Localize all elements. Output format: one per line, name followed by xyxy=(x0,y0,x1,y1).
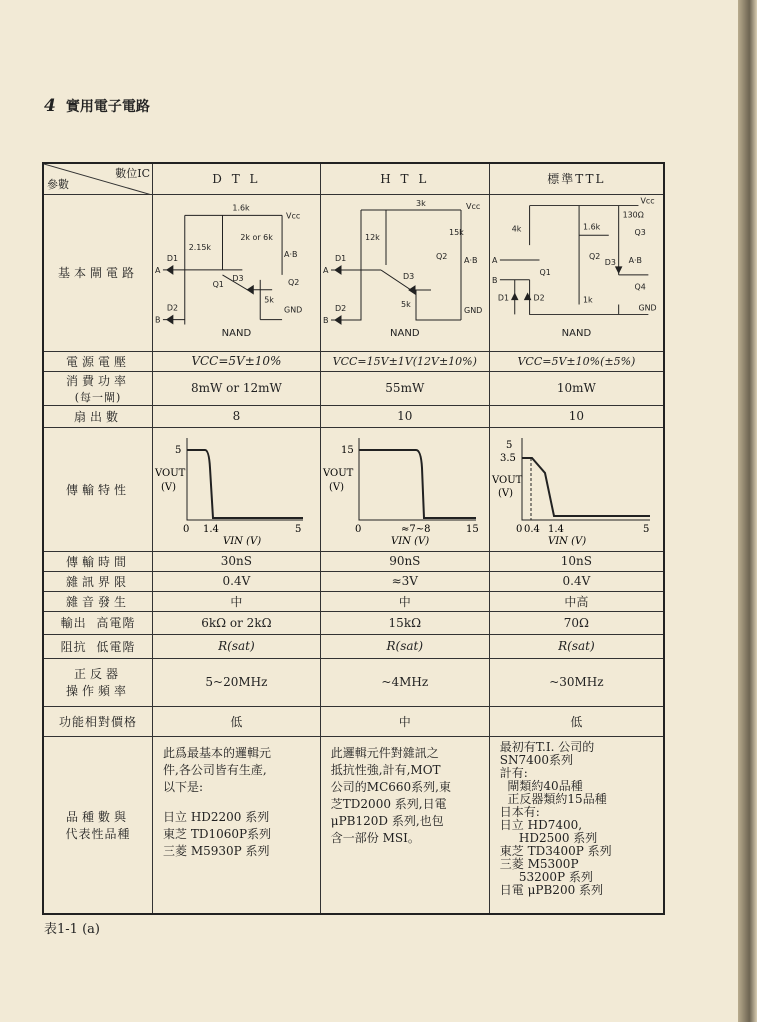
ttl-variety xyxy=(489,736,664,914)
cell: 55mW xyxy=(320,371,489,405)
svg-text:GND: GND xyxy=(463,305,483,315)
variety-line: 抵抗性強,計有,MOT xyxy=(330,762,441,777)
cell: R(sat) xyxy=(153,634,321,658)
table-row xyxy=(43,658,664,706)
column-header-htl: H T L xyxy=(320,163,489,194)
cell: 中 xyxy=(320,706,489,736)
svg-text:Q4: Q4 xyxy=(634,282,646,292)
corner-header: 數位IC 參數 xyxy=(43,163,153,194)
svg-text:(V): (V) xyxy=(161,481,177,493)
dtl-transfer-plot xyxy=(153,427,321,551)
svg-text:4k: 4k xyxy=(511,223,522,233)
table-row xyxy=(43,611,664,634)
svg-text:D1: D1 xyxy=(334,253,347,263)
svg-text:5k: 5k xyxy=(264,295,274,305)
svg-text:A·B: A·B xyxy=(284,249,298,259)
svg-text:VOUT: VOUT xyxy=(322,467,354,479)
label: 阻抗 xyxy=(60,639,87,654)
cell: VCC=5V±10% xyxy=(153,351,321,371)
table-row xyxy=(43,634,664,658)
svg-text:15k: 15k xyxy=(448,227,464,237)
dtl-transfer-curve xyxy=(153,428,319,548)
svg-text:2.15k: 2.15k xyxy=(188,242,212,252)
row-label: 傳輸時間 xyxy=(43,551,153,571)
table-row xyxy=(43,405,664,427)
row-label: 扇出數 xyxy=(43,405,153,427)
page-header: 4 實用電子電路 xyxy=(44,96,150,116)
svg-text:Vcc: Vcc xyxy=(640,196,655,206)
svg-text:Q1: Q1 xyxy=(539,267,551,277)
page-edge-shadow xyxy=(738,0,757,1022)
table-row xyxy=(43,736,664,914)
variety-line: μPB120D 系列,也包 xyxy=(330,813,444,828)
svg-text:VIN (V): VIN (V) xyxy=(390,535,429,547)
table-caption: 表1-1 (a) xyxy=(44,922,100,937)
transfer-row xyxy=(43,427,664,551)
cell: 0.4V xyxy=(153,571,321,591)
ttl-transfer-plot xyxy=(489,427,664,551)
svg-text:15: 15 xyxy=(340,444,354,456)
svg-text:0: 0 xyxy=(516,523,523,535)
svg-text:D2: D2 xyxy=(166,303,179,313)
table-row xyxy=(43,351,664,371)
table-row xyxy=(43,706,664,736)
dtl-variety xyxy=(153,736,321,914)
cell: 70Ω xyxy=(489,611,664,634)
column-header-dtl: D T L xyxy=(153,163,321,194)
ttl-transfer-curve xyxy=(490,428,662,548)
cell: 中 xyxy=(320,591,489,611)
cell: 5~20MHz xyxy=(153,658,321,706)
variety-line: 53200P 系列 xyxy=(499,869,593,884)
table-row xyxy=(43,591,664,611)
cell: ≈3V xyxy=(320,571,489,591)
svg-text:1.4: 1.4 xyxy=(203,523,220,535)
svg-text:D1: D1 xyxy=(166,253,179,263)
variety-line: 公司的MC660系列,東 xyxy=(330,779,451,794)
cell: 10 xyxy=(320,405,489,427)
svg-text:Vcc: Vcc xyxy=(465,201,481,211)
svg-text:B: B xyxy=(322,315,329,325)
cell: 中 xyxy=(153,591,321,611)
row-label: 正反器 操作頻率 xyxy=(43,658,153,706)
variety-line: 東芝 TD3400P 系列 xyxy=(499,843,612,858)
label: 低電階 xyxy=(96,639,136,654)
svg-text:B: B xyxy=(154,315,161,325)
svg-text:VOUT: VOUT xyxy=(155,467,186,479)
svg-text:5: 5 xyxy=(175,444,182,456)
svg-text:D3: D3 xyxy=(232,273,244,283)
svg-text:(V): (V) xyxy=(498,487,514,499)
svg-text:D2: D2 xyxy=(533,293,545,303)
table-row xyxy=(43,571,664,591)
svg-text:0: 0 xyxy=(183,523,190,535)
svg-text:Q2: Q2 xyxy=(588,251,601,261)
svg-text:Q1: Q1 xyxy=(212,279,224,289)
variety-line: 閘類約40品種 xyxy=(499,778,583,793)
cell: 0.4V xyxy=(489,571,664,591)
svg-text:A·B: A·B xyxy=(628,255,642,265)
cell: 10 xyxy=(489,405,664,427)
label: 輸出 xyxy=(60,616,87,630)
cell: 8mW or 12mW xyxy=(153,371,321,405)
svg-text:3.5: 3.5 xyxy=(500,452,517,464)
cell: R(sat) xyxy=(320,634,489,658)
cell: 15kΩ xyxy=(320,611,489,634)
svg-text:5: 5 xyxy=(506,439,513,451)
cell: ~30MHz xyxy=(489,658,664,706)
svg-text:12k: 12k xyxy=(364,232,380,242)
label: 高電階 xyxy=(96,616,136,630)
row-label-impedance-high xyxy=(43,611,153,634)
svg-text:A: A xyxy=(154,265,161,275)
svg-text:1.4: 1.4 xyxy=(548,523,565,535)
htl-transfer-plot xyxy=(320,427,489,551)
svg-text:GND: GND xyxy=(284,305,303,315)
row-label: 傳輸特性 xyxy=(43,427,153,551)
row-label: 品種數與 代表性品種 xyxy=(43,736,153,914)
variety-line: 日本有: xyxy=(499,804,540,819)
dtl-circuit: 1.6k 2.15k 2k or 6k 5k Vcc A·B GND A B D1 D2 D3 Q1 Q2 NAND xyxy=(153,194,321,351)
row-label: 功能相對價格 xyxy=(43,706,153,736)
row-label-impedance-low xyxy=(43,634,153,658)
cell: 10mW xyxy=(489,371,664,405)
svg-text:B: B xyxy=(491,275,498,285)
row-label: 雜訊界限 xyxy=(43,571,153,591)
chapter-title: 實用電子電路 xyxy=(65,99,150,115)
svg-text:VOUT: VOUT xyxy=(492,474,523,486)
cell: 低 xyxy=(489,706,664,736)
svg-text:A·B: A·B xyxy=(463,255,478,265)
variety-line: 計有: xyxy=(499,765,528,780)
svg-text:Vcc: Vcc xyxy=(286,210,301,220)
row-label: 雜音發生 xyxy=(43,591,153,611)
svg-text:0.4: 0.4 xyxy=(524,523,541,535)
variety-line: 最初有T.I. 公司的 xyxy=(499,739,595,754)
svg-text:Q2: Q2 xyxy=(435,251,448,261)
cell: 6kΩ or 2kΩ xyxy=(153,611,321,634)
svg-text:≈7~8: ≈7~8 xyxy=(400,523,431,535)
ttl-circuit: 4k 1.6k 130Ω 1k Vcc A·B GND A B D1 D2 D3 Q1 Q2 Q3 Q4 NAND xyxy=(489,194,664,351)
cell: ~4MHz xyxy=(320,658,489,706)
svg-text:D1: D1 xyxy=(497,293,509,303)
svg-text:(V): (V) xyxy=(328,481,344,493)
logic-family-comparison-table xyxy=(42,162,665,915)
dtl-circuit-diagram xyxy=(153,195,320,325)
htl-transfer-curve xyxy=(321,428,489,548)
cell: 10nS xyxy=(489,551,664,571)
cell: 低 xyxy=(153,706,321,736)
variety-line: 日立 HD7400, xyxy=(499,817,583,832)
variety-line: SN7400系列 xyxy=(499,752,574,767)
table-row xyxy=(43,551,664,571)
variety-line: 東芝 TD1060P系列 xyxy=(163,826,272,841)
row-label: 電源電壓 xyxy=(43,351,153,371)
variety-line: 三菱 M5300P xyxy=(499,856,579,871)
variety-line: 三菱 M5930P 系列 xyxy=(163,843,270,858)
cell: 8 xyxy=(153,405,321,427)
svg-text:5k: 5k xyxy=(400,299,411,309)
htl-circuit: 3k 12k 15k 5k Vcc A·B GND A B D1 D2 D3 Q2 NAND xyxy=(320,194,489,351)
svg-text:Q2: Q2 xyxy=(288,277,300,287)
ttl-circuit-diagram xyxy=(490,195,663,325)
cell: R(sat) xyxy=(489,634,664,658)
table-row xyxy=(43,371,664,405)
svg-text:GND: GND xyxy=(638,302,657,312)
svg-text:A: A xyxy=(491,255,498,265)
svg-text:2k or 6k: 2k or 6k xyxy=(240,232,273,242)
svg-text:1.6k: 1.6k xyxy=(232,202,250,212)
cell: 90nS xyxy=(320,551,489,571)
cell: VCC=15V±1V(12V±10%) xyxy=(320,351,489,371)
svg-text:5: 5 xyxy=(643,523,650,535)
svg-text:D3: D3 xyxy=(604,257,616,267)
htl-circuit-diagram xyxy=(321,195,489,325)
row-label: 消費功率 (每一閘) xyxy=(43,371,153,405)
svg-text:VIN (V): VIN (V) xyxy=(223,535,262,547)
variety-line: 正反器類約15品種 xyxy=(499,791,607,806)
column-header-ttl: 標準TTL xyxy=(489,163,664,194)
svg-text:5: 5 xyxy=(295,523,302,535)
svg-text:1k: 1k xyxy=(582,295,593,305)
row-label-circuit: 基本閘電路 xyxy=(43,194,153,351)
svg-text:D2: D2 xyxy=(334,303,347,313)
variety-line: 此邏輯元件對雜訊之 xyxy=(330,745,439,760)
svg-text:0: 0 xyxy=(354,523,362,535)
cell: 中高 xyxy=(489,591,664,611)
variety-line: 此爲最基本的邏輯元 xyxy=(163,745,272,760)
variety-line: HD2500 系列 xyxy=(499,830,598,845)
svg-text:1.6k: 1.6k xyxy=(582,221,600,231)
variety-line xyxy=(163,796,310,809)
svg-text:D3: D3 xyxy=(402,271,415,281)
svg-text:Q3: Q3 xyxy=(634,227,646,237)
svg-text:3k: 3k xyxy=(415,198,426,208)
variety-line: 件,各公司皆有生產, xyxy=(163,762,267,777)
cell: 30nS xyxy=(153,551,321,571)
cell: VCC=5V±10%(±5%) xyxy=(489,351,664,371)
variety-line: 芝TD2000 系列,日電 xyxy=(330,796,447,811)
variety-line: 日立 HD2200 系列 xyxy=(163,809,270,824)
svg-text:15: 15 xyxy=(465,523,479,535)
variety-line: 日電 μPB200 系列 xyxy=(499,882,604,897)
svg-text:130Ω: 130Ω xyxy=(622,209,644,219)
htl-variety xyxy=(320,736,489,914)
variety-line: 以下是: xyxy=(163,779,204,794)
svg-text:A: A xyxy=(322,265,329,275)
variety-line: 含一部份 MSI。 xyxy=(330,830,420,845)
svg-text:VIN (V): VIN (V) xyxy=(548,535,587,547)
